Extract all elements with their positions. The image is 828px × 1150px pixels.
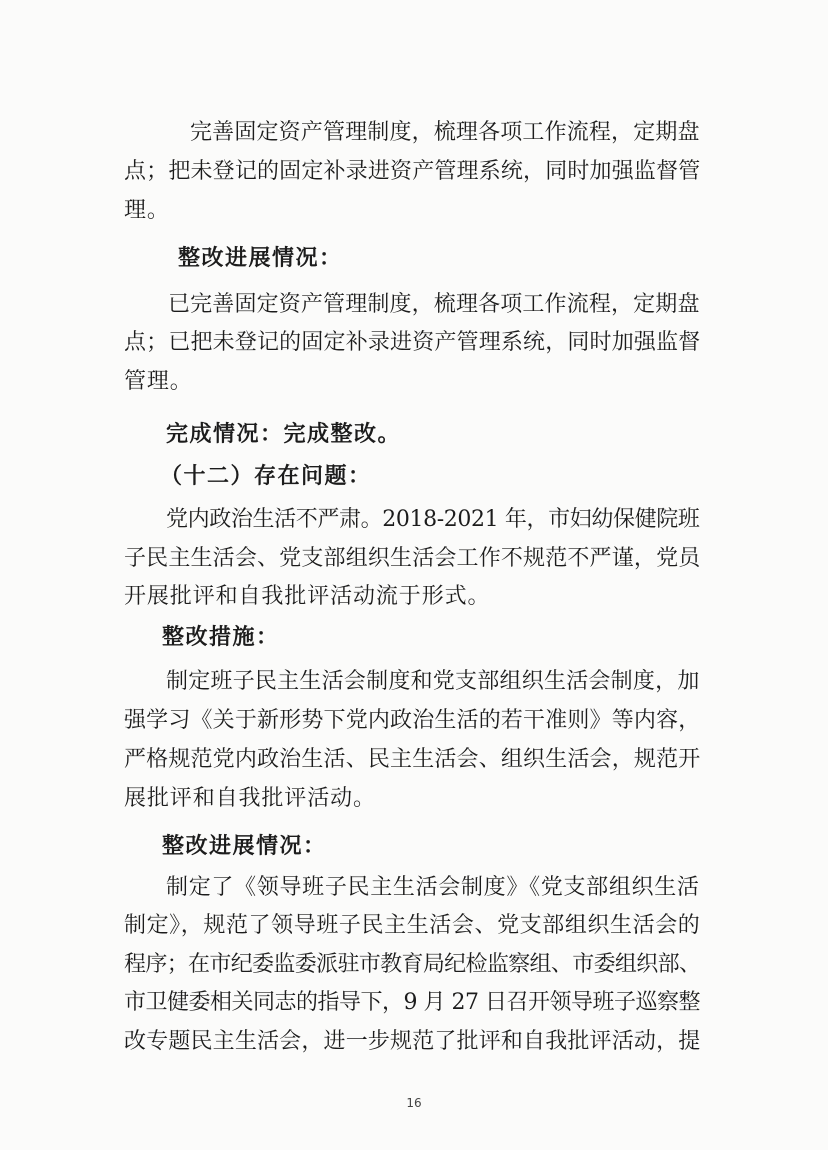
paragraph-line: 展批评和自我批评活动。 [124, 786, 376, 811]
page-number: 16 [406, 1096, 422, 1110]
paragraph-line: 点；已把未登记的固定补录进资产管理系统，同时加强监督 [124, 330, 701, 355]
paragraph-line: 改专题民主生活会，进一步规范了批评和自我批评活动，提 [124, 1029, 701, 1054]
paragraph-line: 强学习《关于新形势下党内政治生活的若干准则》等内容， [124, 708, 701, 733]
paragraph-line: 制定》，规范了领导班子民主生活会、党支部组织生活会的 [124, 913, 701, 938]
paragraph-line: 完善固定资产管理制度，梳理各项工作流程，定期盘 [190, 120, 700, 145]
paragraph-line: 已完善固定资产管理制度，梳理各项工作流程，定期盘 [168, 292, 700, 317]
completion-status: 完成情况：完成整改。 [166, 421, 402, 447]
paragraph-line: 严格规范党内政治生活、民主生活会、组织生活会，规范开 [124, 747, 701, 772]
paragraph-line: 理。 [124, 198, 170, 223]
paragraph-line: 制定了《领导班子民主生活会制度》《党支部组织生活 [166, 875, 700, 900]
paragraph-line: 开展批评和自我批评活动流于形式。 [124, 584, 491, 609]
paragraph-line: 程序；在市纪委监委派驻市教育局纪检监察组、市委组织部、 [124, 952, 701, 977]
section-heading: 整改进展情况： [162, 833, 327, 859]
paragraph-line: 制定班子民主生活会制度和党支部组织生活会制度，加 [166, 669, 700, 694]
paragraph-line: 市卫健委相关同志的指导下，9 月 27 日召开领导班子巡察整 [124, 990, 700, 1015]
paragraph-line: 党内政治生活不严肃。2018-2021 年，市妇幼保健院班 [166, 507, 700, 532]
paragraph-line: 管理。 [124, 369, 193, 394]
section-heading: 整改措施： [162, 624, 280, 650]
paragraph-line: 子民主生活会、党支部组织生活会工作不规范不严谨，党员 [124, 546, 701, 571]
section-heading: （十二）存在问题： [160, 463, 372, 489]
section-heading: 整改进展情况： [178, 245, 343, 271]
paragraph-line: 点；把未登记的固定补录进资产管理系统，同时加强监督管 [124, 159, 701, 184]
